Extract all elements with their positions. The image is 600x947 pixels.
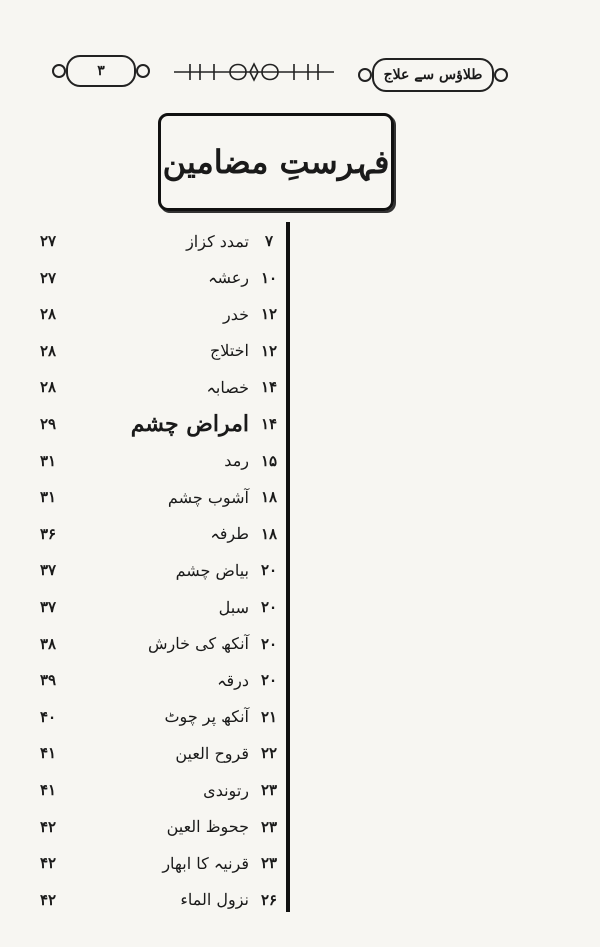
toc-page-number: ۲۱	[260, 707, 278, 726]
page-title: فہرستِ مضامین	[162, 143, 390, 181]
toc-page-number: ۲۰	[260, 598, 278, 616]
running-title-cartouche	[372, 58, 494, 92]
toc-page-number: ۴۲	[40, 854, 57, 873]
toc-entry-title: خصابہ	[206, 377, 249, 397]
toc-entry-title: خدر	[222, 304, 249, 324]
toc-page-number: ۳۸	[40, 634, 57, 653]
toc-page-number: ۴۱	[40, 744, 57, 763]
page-number-cartouche	[66, 55, 136, 87]
toc-entry	[40, 702, 285, 732]
toc-entry	[40, 555, 285, 585]
toc-page-number: ۳۷	[40, 561, 57, 580]
toc-page-number: ۲۸	[40, 341, 57, 360]
toc-page-number: ۴۰	[40, 707, 57, 726]
toc-page-number: ۱۰	[260, 268, 278, 287]
toc-page-number: ۲۸	[40, 378, 57, 397]
toc-page-number: ۳۹	[40, 671, 57, 690]
toc-page-number: ۳۷	[40, 598, 57, 616]
page-title-box	[158, 113, 394, 211]
toc-entry-title: امراض چشم	[130, 411, 249, 437]
toc-page-number: ۲۷	[40, 268, 57, 287]
toc-page-number: ۲۳	[260, 854, 278, 873]
page-number: ۳	[97, 63, 105, 79]
toc-entry	[40, 372, 285, 402]
toc-entry	[40, 629, 285, 659]
toc-entry-title: رعشہ	[208, 268, 249, 288]
toc-entry	[40, 738, 285, 768]
toc-page-number: ۲۳	[260, 781, 278, 799]
toc-entry	[40, 848, 285, 878]
toc-page-number: ۱۵	[260, 451, 278, 470]
toc-entry-title: رمد	[224, 451, 249, 471]
toc-entry	[40, 409, 285, 439]
toc-page-number: ۳۱	[40, 451, 57, 470]
toc-entry-title: آنکھ کی خارش	[148, 634, 249, 654]
toc-entry	[40, 592, 285, 622]
toc-entry-title: رتوندی	[203, 780, 249, 800]
toc-entry	[40, 775, 285, 805]
toc-entry	[40, 336, 285, 366]
toc-page-number: ۳۱	[40, 488, 57, 507]
toc-page-number: ۲۲	[260, 744, 278, 763]
toc-page-number: ۲۰	[260, 634, 278, 653]
toc-page-number: ۴۱	[40, 781, 57, 799]
toc-entry-title: قرنیہ کا ابھار	[162, 853, 249, 873]
toc-entry-title: بیاض چشم	[175, 560, 249, 580]
toc-page-number: ۲۳	[260, 817, 278, 836]
toc-entry-title: تمدد کزاز	[186, 231, 249, 251]
toc-page-number: ۲۰	[260, 671, 278, 690]
toc-entry-title: درقہ	[217, 670, 249, 690]
toc-page-number: ۱۲	[260, 341, 278, 360]
toc-entry	[40, 665, 285, 695]
toc-entry	[40, 812, 285, 842]
toc-page-number: ۲۷	[40, 232, 57, 250]
toc-entry-title: آشوب چشم	[167, 487, 249, 507]
toc-page-number: ۲۹	[40, 415, 57, 433]
toc-entry	[40, 446, 285, 476]
toc-page-number: ۴۲	[40, 817, 57, 836]
toc-entry	[40, 519, 285, 549]
toc-entry-title: اختلاج	[209, 341, 249, 361]
toc-page-number: ۷	[264, 232, 274, 250]
toc-entry	[40, 299, 285, 329]
toc-page-number: ۱۸	[260, 488, 278, 507]
decorative-ornament-icon	[170, 60, 338, 84]
toc-entry	[40, 885, 285, 915]
toc-page-number: ۱۴	[260, 415, 278, 433]
toc-entry-title: جحوظ العین	[166, 817, 249, 837]
toc-page-number: ۳۶	[40, 524, 57, 543]
toc-entry-title: طرفہ	[210, 524, 249, 544]
toc-page-number: ۱۴	[260, 378, 278, 397]
toc-page-number: ۱۲	[260, 305, 278, 324]
toc-entry-title: آنکھ پر چوٹ	[164, 707, 249, 727]
toc-entry-title: نزول الماء	[180, 890, 249, 910]
toc-entry	[40, 226, 285, 256]
toc-page-number: ۲۸	[40, 305, 57, 324]
toc-entry	[40, 263, 285, 293]
toc-page-number: ۲۶	[260, 890, 278, 909]
column-divider	[286, 222, 290, 912]
toc-entry	[40, 482, 285, 512]
toc-page-number: ۱۸	[260, 524, 278, 543]
toc-page-number: ۴۲	[40, 890, 57, 909]
toc-entry-title: قروح العین	[175, 743, 249, 763]
running-title: طلاؤس سے علاج	[383, 67, 483, 83]
toc-page-number: ۲۰	[260, 561, 278, 580]
toc-entry-title: سبل	[218, 597, 249, 617]
